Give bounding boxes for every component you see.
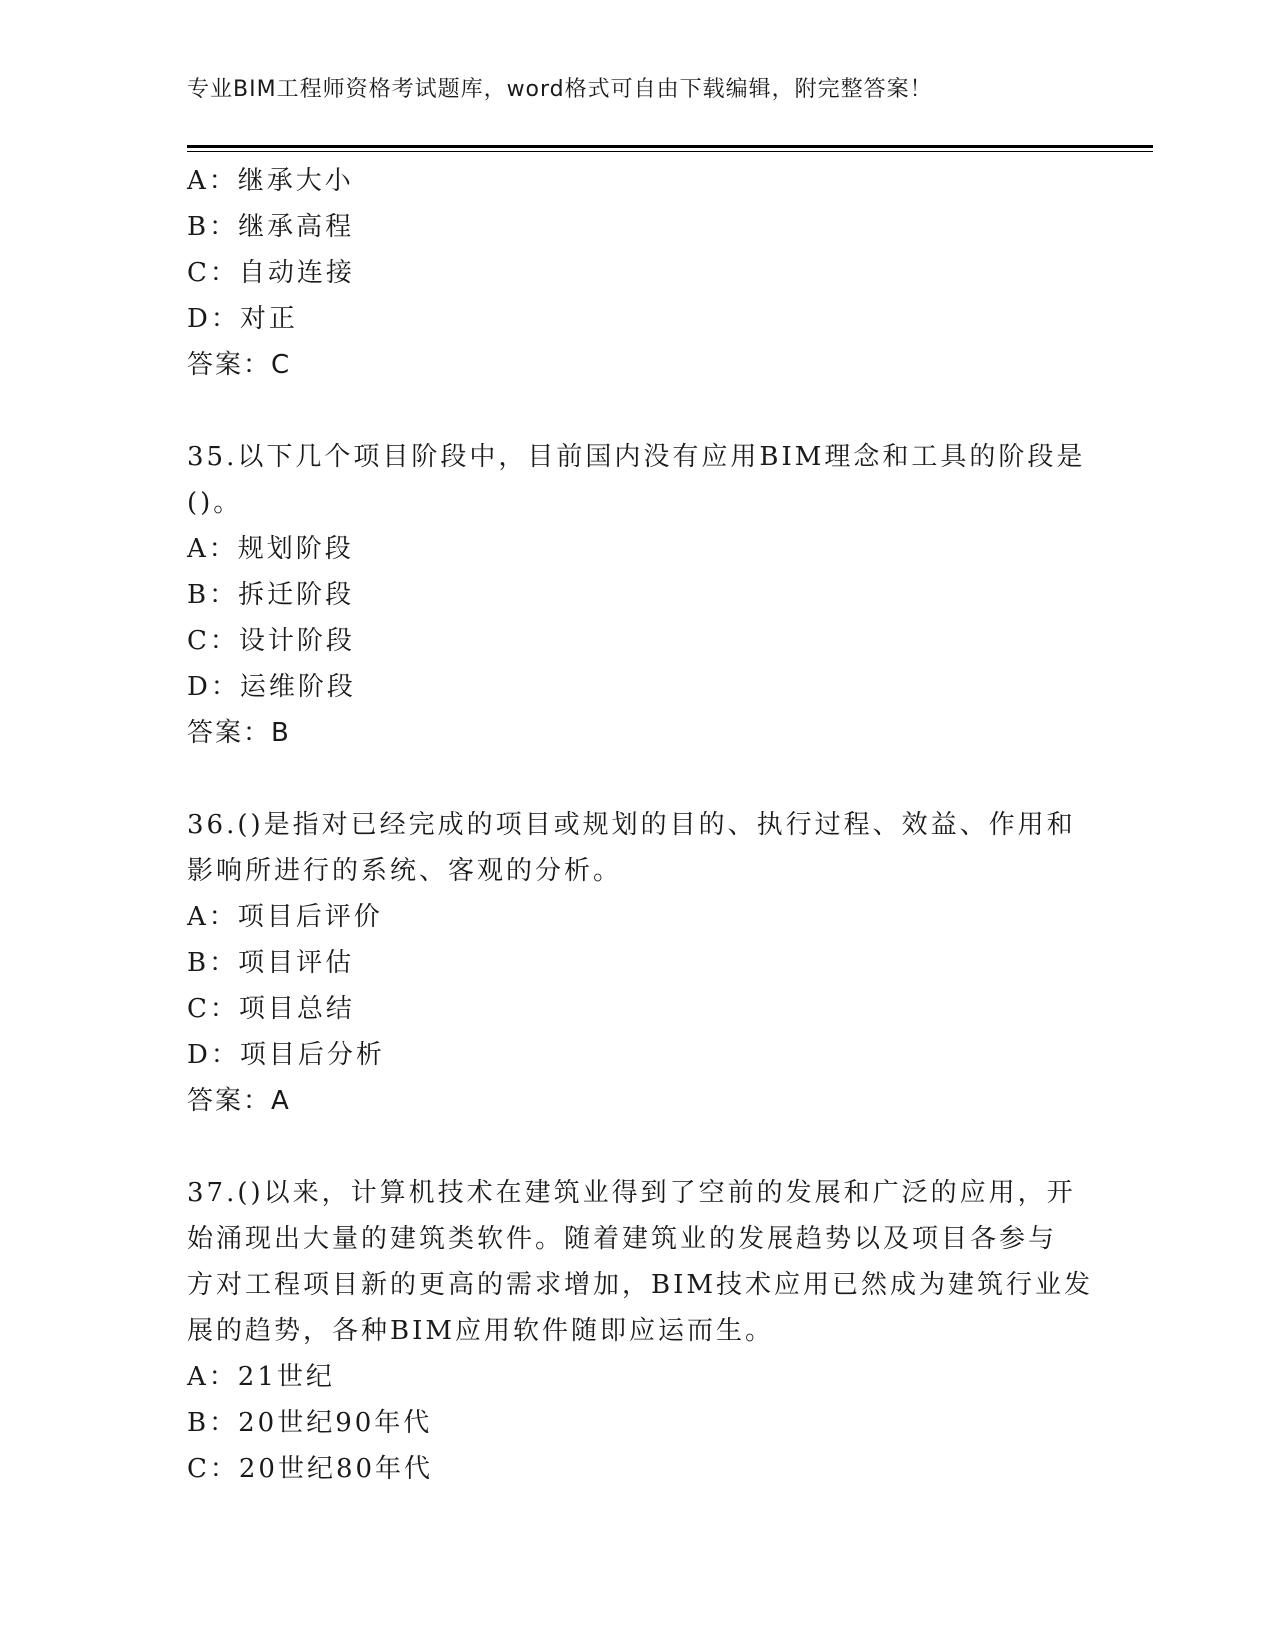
answer: 答案：C <box>187 350 292 380</box>
option-a: A：规划阶段 <box>187 534 354 564</box>
question-stem-line: 方对工程项目新的更高的需求增加，BIM技术应用已然成为建筑行业发 <box>187 1270 1093 1300</box>
option-b: B：继承高程 <box>187 212 355 242</box>
answer: 答案：A <box>187 1086 291 1116</box>
header-rule-thin <box>187 151 1153 152</box>
question-36 <box>187 802 1087 1124</box>
option-a: A：项目后评价 <box>187 902 383 932</box>
option-b: B：20世纪90年代 <box>187 1408 433 1438</box>
option-b: B：拆迁阶段 <box>187 580 355 610</box>
spacer <box>187 388 1087 434</box>
question-stem-line: 始涌现出大量的建筑类软件。随着建筑业的发展趋势以及项目各参与 <box>187 1224 1058 1254</box>
option-a: A：继承大小 <box>187 166 354 196</box>
header-rule-thick <box>187 145 1153 148</box>
spacer <box>187 1124 1087 1170</box>
option-d: D：项目后分析 <box>187 1040 385 1070</box>
question-stem-line: 展的趋势，各种BIM应用软件随即应运而生。 <box>187 1316 774 1346</box>
question-stem-line: ()。 <box>187 488 243 518</box>
question-34-continued <box>187 158 1087 388</box>
spacer <box>187 756 1087 802</box>
question-stem-line: 影响所进行的系统、客观的分析。 <box>187 856 623 886</box>
question-35 <box>187 434 1087 756</box>
option-b: B：项目评估 <box>187 948 355 978</box>
question-stem-line: 36.()是指对已经完成的项目或规划的目的、执行过程、效益、作用和 <box>187 810 1076 840</box>
option-d: D：对正 <box>187 304 298 334</box>
question-37 <box>187 1170 1093 1492</box>
option-c: C：设计阶段 <box>187 626 355 656</box>
document-content <box>187 158 1093 1492</box>
answer: 答案：B <box>187 718 291 748</box>
option-d: D：运维阶段 <box>187 672 356 702</box>
option-c: C：20世纪80年代 <box>187 1454 434 1484</box>
option-a: A：21世纪 <box>187 1362 335 1392</box>
option-c: C：自动连接 <box>187 258 355 288</box>
question-stem-line: 37.()以来，计算机技术在建筑业得到了空前的发展和广泛的应用，开 <box>187 1178 1076 1208</box>
option-c: C：项目总结 <box>187 994 355 1024</box>
page-header: 专业BIM工程师资格考试题库，word格式可自由下载编辑，附完整答案！ <box>187 77 933 102</box>
question-stem-line: 35.以下几个项目阶段中，目前国内没有应用BIM理念和工具的阶段是 <box>187 442 1086 472</box>
